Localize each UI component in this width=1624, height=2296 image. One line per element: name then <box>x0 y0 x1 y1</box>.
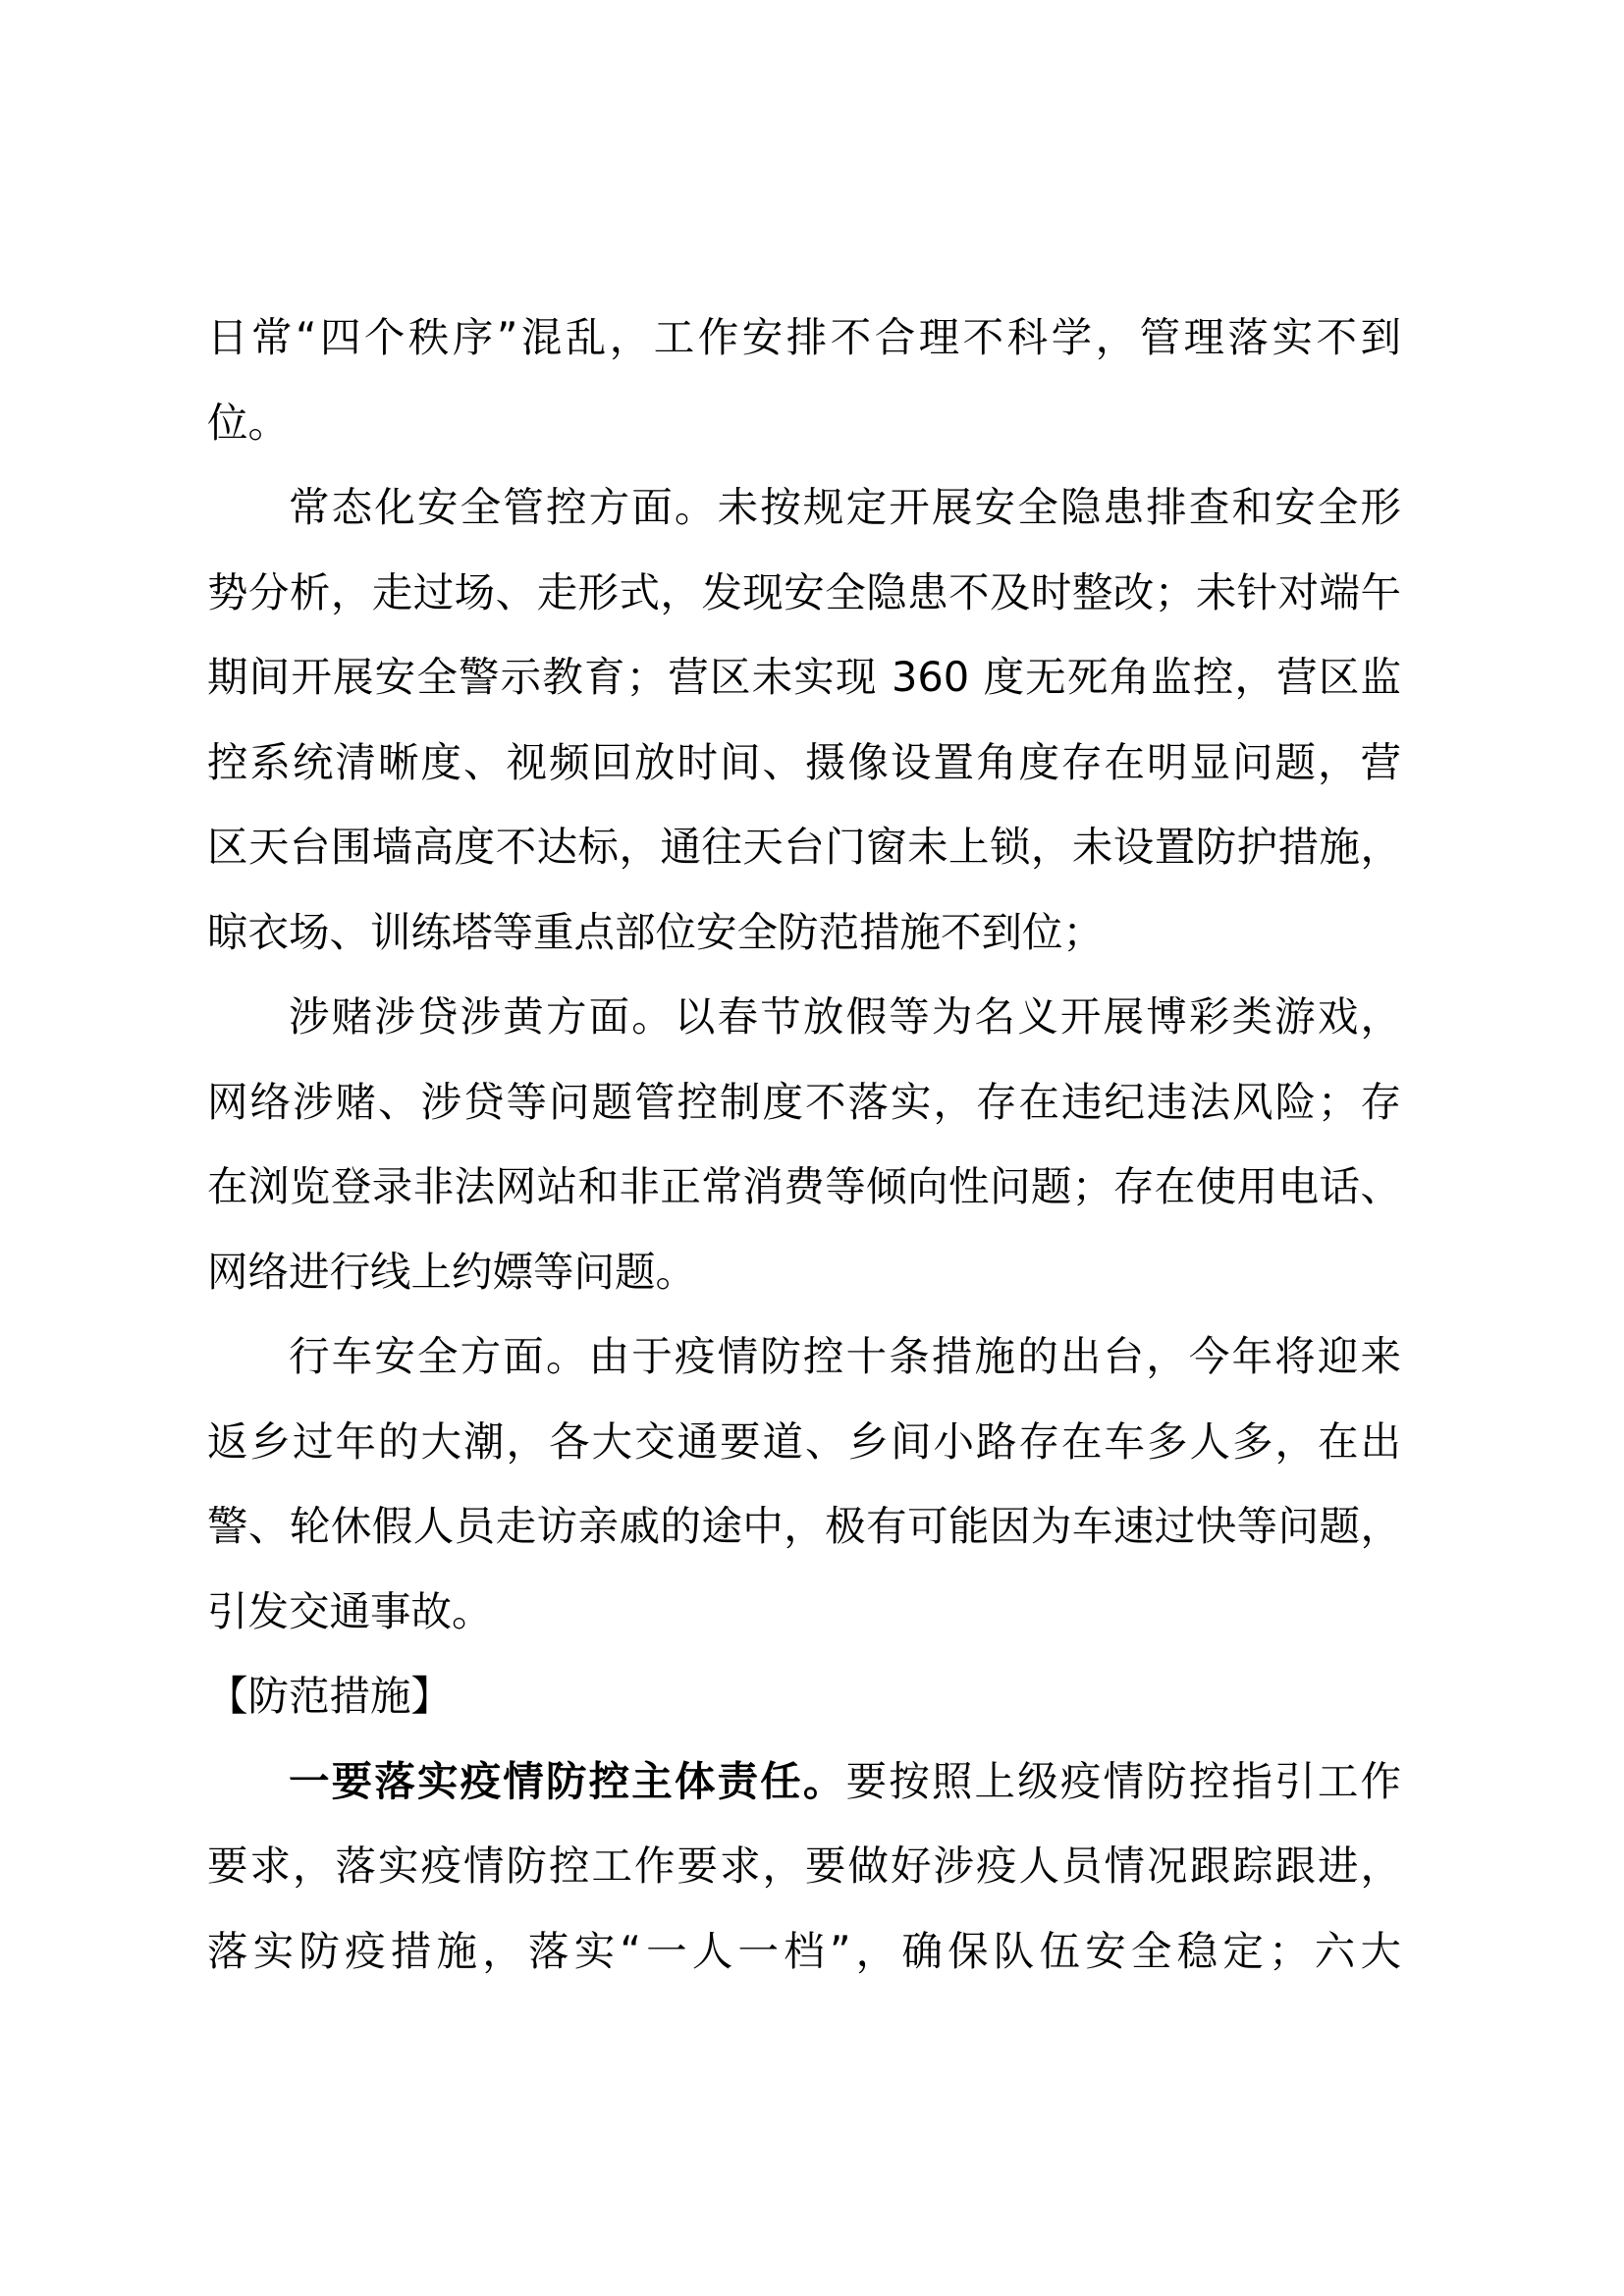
text-line <box>207 1400 1401 1485</box>
text-line <box>207 1060 1401 1146</box>
text-segment: 要按照上级疫情防控指引工作 <box>845 1756 1401 1805</box>
text-segment: 区天台围墙高度不达标，通往天台门窗未上锁，未设置防护措施， <box>207 823 1401 871</box>
text-line <box>207 1824 1401 1909</box>
paragraph-routine-safety-control <box>207 465 1401 975</box>
text-line <box>207 551 1401 636</box>
text-line <box>207 1145 1401 1230</box>
text-line <box>207 1654 1401 1739</box>
text-line <box>207 1484 1401 1570</box>
text-line <box>207 1230 1401 1315</box>
text-segment: 落实防疫措施，落实“一人一档”，确保队伍安全稳定；六大 <box>207 1926 1401 1975</box>
text-segment: 晾衣场、训练塔等重点部位安全防范措施不到位； <box>207 907 1105 956</box>
bold-text-segment: 一要落实疫情防控主体责任。 <box>289 1756 846 1805</box>
text-segment: 网络进行线上约嫖等问题。 <box>207 1247 697 1296</box>
text-line <box>207 721 1401 806</box>
paragraph-daily-order <box>207 295 1401 465</box>
text-segment: 控系统清晰度、视频回放时间、摄像设置角度存在明显问题，营 <box>207 737 1401 786</box>
text-line <box>207 1739 1401 1825</box>
text-segment: 常态化安全管控方面。未按规定开展安全隐患排查和安全形 <box>289 483 1401 531</box>
text-line <box>207 975 1401 1060</box>
text-segment: 返乡过年的大潮，各大交通要道、乡间小路存在车多人多，在出 <box>207 1416 1401 1466</box>
text-segment: 期间开展安全警示教育；营区未实现 360 度无死角监控，营区监 <box>207 653 1401 701</box>
text-segment: 【防范措施】 <box>207 1672 453 1720</box>
text-segment: 势分析，走过场、走形式，发现安全隐患不及时整改；未针对端午 <box>207 567 1401 616</box>
text-segment: 引发交通事故。 <box>207 1586 493 1635</box>
text-line <box>207 465 1401 551</box>
paragraph-prevention-measures-heading <box>207 1654 1401 1739</box>
text-line <box>207 1314 1401 1400</box>
paragraph-measure-one-epidemic-responsibility <box>207 1739 1401 1995</box>
text-segment: 行车安全方面。由于疫情防控十条措施的出台，今年将迎来 <box>289 1332 1401 1380</box>
text-line <box>207 381 1401 466</box>
text-segment: 要求，落实疫情防控工作要求，要做好涉疫人员情况跟踪跟进， <box>207 1842 1401 1890</box>
text-line <box>207 1909 1401 1995</box>
text-segment: 日常“四个秩序”混乱，工作安排不合理不科学，管理落实不到 <box>207 313 1401 361</box>
text-segment: 涉赌涉贷涉黄方面。以春节放假等为名义开展博彩类游戏， <box>289 992 1401 1041</box>
text-line <box>207 295 1401 381</box>
text-segment: 警、轮休假人员走访亲戚的途中，极有可能因为车速过快等问题， <box>207 1502 1401 1550</box>
paragraph-gambling-loans-vice <box>207 975 1401 1314</box>
paragraph-driving-safety <box>207 1314 1401 1654</box>
text-segment: 网络涉赌、涉贷等问题管控制度不落实，存在违纪违法风险；存 <box>207 1077 1401 1126</box>
text-segment: 在浏览登录非法网站和非正常消费等倾向性问题；存在使用电话、 <box>207 1162 1401 1210</box>
text-segment: 位。 <box>207 398 290 447</box>
document-body <box>207 295 1401 1994</box>
text-line <box>207 890 1401 976</box>
text-line <box>207 635 1401 721</box>
text-line <box>207 805 1401 890</box>
text-line <box>207 1570 1401 1655</box>
